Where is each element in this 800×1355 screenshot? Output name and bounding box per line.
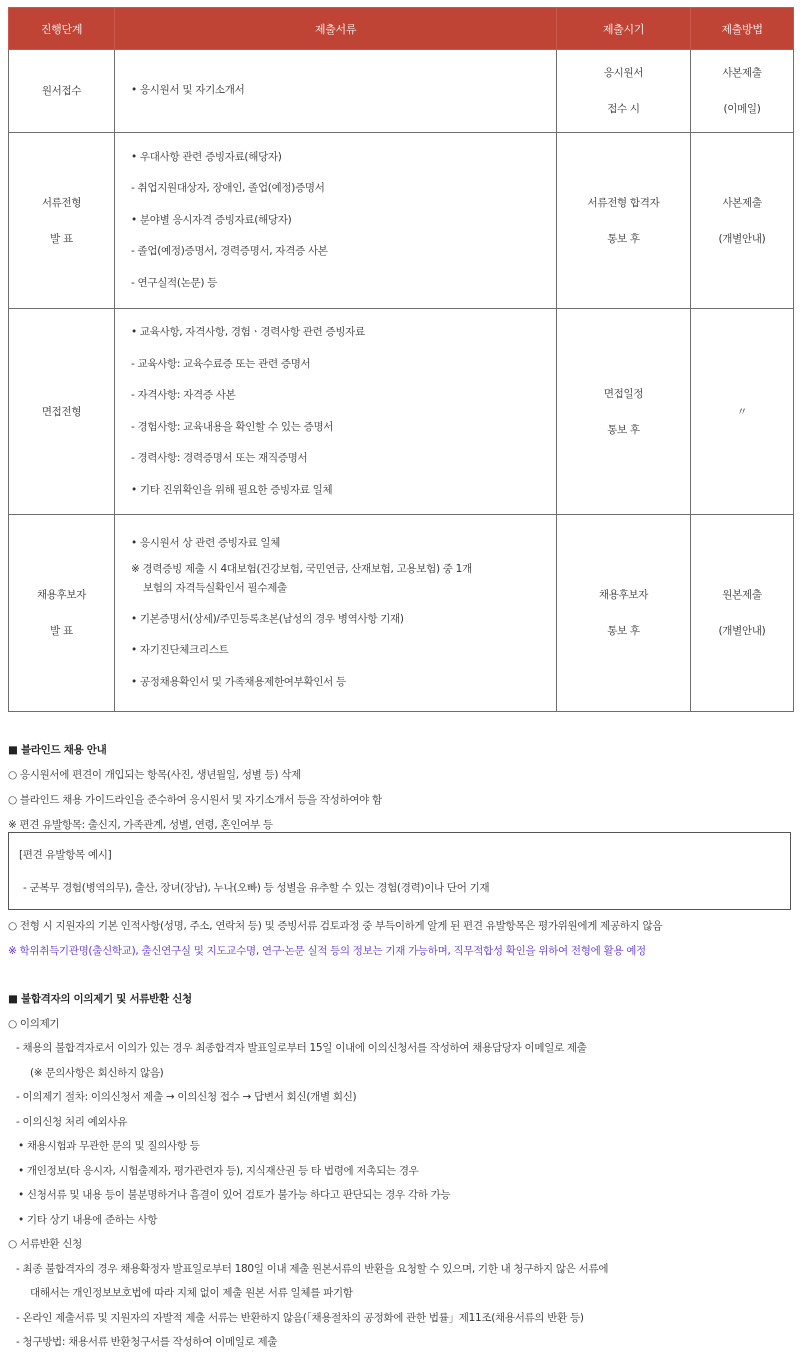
docs-cell: • 교육사항, 자격사항, 경험ㆍ경력사항 관련 증빙자료 - 교육사항: 교육수료증 또는 관련 증명서 - 자격사항: 자격증 사본 - 경험사항: 교육내용을 확인할 수 있는 증명서 - 경력사항: 경력증명서 또는 재직증명서 • 기타 진위확인을 위해 필요한 증빙자료 일체	[115, 309, 557, 515]
appeal-line: - 채용의 불합격자로서 이의가 있는 경우 최종합격자 발표일로부터 15일 이내에 이의신청서를 작성하여 채용담당자 이메일로 제출	[16, 1042, 587, 1054]
appeal-line: 대해서는 개인정보보호법에 따라 지체 없이 제출 원본 서류 일체를 파기함	[30, 1287, 353, 1299]
header-time: 제출시기	[557, 8, 691, 50]
appeal-line: • 개인정보(타 응시자, 시험출제자, 평가관련자 등), 지식재산권 등 타 법령에 저촉되는 경우	[18, 1164, 419, 1177]
section-title: ■ 블라인드 채용 안내	[8, 744, 107, 756]
method-cell: 사본제출 (이메일)	[691, 50, 794, 133]
appeal-line: • 기타 상기 내용에 준하는 사항	[18, 1213, 158, 1226]
time-cell: 응시원서 접수 시	[557, 50, 691, 133]
blind-notes	[8, 914, 798, 964]
table-row	[9, 50, 794, 133]
appeal-section	[8, 987, 798, 1355]
bias-example-box	[8, 832, 791, 910]
appeal-line: • 신청서류 및 내용 등이 불분명하거나 흠결이 있어 검토가 불가능 하다고 판단되는 경우 각하 가능	[18, 1189, 451, 1201]
time-cell: 면접일정 통보 후	[557, 309, 691, 515]
appeal-line: ○ 이의제기	[8, 1017, 60, 1030]
header-docs: 제출서류	[115, 8, 557, 50]
appeal-line: ○ 서류반환 신청	[8, 1238, 82, 1250]
box-text: - 군복무 경험(병역의무), 출산, 장녀(장남), 누나(오빠) 등 성별을 유추할 수 있는 경험(경력)이나 단어 기재	[23, 882, 490, 894]
method-cell: 사본제출 (개별안내)	[691, 133, 794, 309]
header-stage: 진행단계	[9, 8, 115, 50]
table-header-row	[9, 8, 794, 50]
docs-cell: • 응시원서 상 관련 증빙자료 일체 ※ 경력증빙 제출 시 4대보험(건강보험, 국민연금, 산재보험, 고용보험) 중 1개 보험의 자격득실확인서 필수제출 • 기본증명서(상세)/주민등록초본(남성의 경우 병역사항 기재) • 자기진단체크리스트 • 공정채용확인서 및 가족채용제한여부확인서 등	[115, 515, 557, 712]
blind-line: ※ 편견 유발항목: 출신지, 가족관계, 성별, 연령, 혼인여부 등	[8, 819, 273, 831]
blind-hiring-section	[8, 738, 798, 838]
appeal-line: - 온라인 제출서류 및 지원자의 자발적 제출 서류는 반환하지 않음(「채용절차의 공정화에 관한 법률」제11조(채용서류의 반환 등)	[16, 1311, 584, 1324]
appeal-line: - 이의신청 처리 예외사유	[16, 1115, 128, 1128]
docs-cell: • 응시원서 및 자기소개서	[115, 50, 557, 133]
box-title: [편견 유발항목 예시]	[19, 849, 112, 861]
method-cell: 〃	[691, 309, 794, 515]
header-method: 제출방법	[691, 8, 794, 50]
blind-line: ○ 응시원서에 편견이 개입되는 항목(사진, 생년월일, 성별 등) 삭제	[8, 769, 301, 781]
table-row	[9, 309, 794, 515]
highlight-note: ※ 학위취득기관명(출신학교), 출신연구실 및 지도교수명, 연구·논문 실적 등의 정보는 기재 가능하며, 직무적합성 확인을 위하여 전형에 활용 예정	[8, 945, 646, 957]
appeal-line: - 최종 불합격자의 경우 채용확정자 발표일로부터 180일 이내 제출 원본서류의 반환을 요청할 수 있으며, 기한 내 청구하지 않은 서류에	[16, 1262, 609, 1275]
stage-cell: 면접전형	[9, 309, 115, 515]
section-title: ■ 불합격자의 이의제기 및 서류반환 신청	[8, 993, 192, 1005]
time-cell: 서류전형 합격자 통보 후	[557, 133, 691, 309]
stage-cell: 서류전형 발 표	[9, 133, 115, 309]
appeal-line: - 이의제기 절차: 이의신청서 제출 → 이의신청 접수 → 답변서 회신(개별 회신)	[16, 1091, 357, 1103]
docs-cell: • 우대사항 관련 증빙자료(해당자) - 취업지원대상자, 장애인, 졸업(예정)증명서 • 분야별 응시자격 증빙자료(해당자) - 졸업(예정)증명서, 경력증명서, 자격증 사본 - 연구실적(논문) 등	[115, 133, 557, 309]
submission-table	[8, 7, 794, 712]
blind-line: ○ 블라인드 채용 가이드라인을 준수하여 응시원서 및 자기소개서 등을 작성하여야 함	[8, 794, 382, 806]
stage-cell: 원서접수	[9, 50, 115, 133]
method-cell: 원본제출 (개별안내)	[691, 515, 794, 712]
appeal-line: (※ 문의사항은 회신하지 않음)	[30, 1066, 164, 1079]
stage-cell: 채용후보자 발 표	[9, 515, 115, 712]
time-cell: 채용후보자 통보 후	[557, 515, 691, 712]
table-row	[9, 133, 794, 309]
appeal-line: • 채용시험과 무관한 문의 및 질의사항 등	[18, 1140, 200, 1152]
appeal-line: - 청구방법: 채용서류 반환청구서를 작성하여 이메일로 제출	[16, 1336, 278, 1348]
table-row	[9, 515, 794, 712]
notice-line: ○ 전형 시 지원자의 기본 인적사항(성명, 주소, 연락처 등) 및 증빙서류 검토과정 중 부득이하게 알게 된 편견 유발항목은 평가위원에게 제공하지 않음	[8, 920, 663, 932]
